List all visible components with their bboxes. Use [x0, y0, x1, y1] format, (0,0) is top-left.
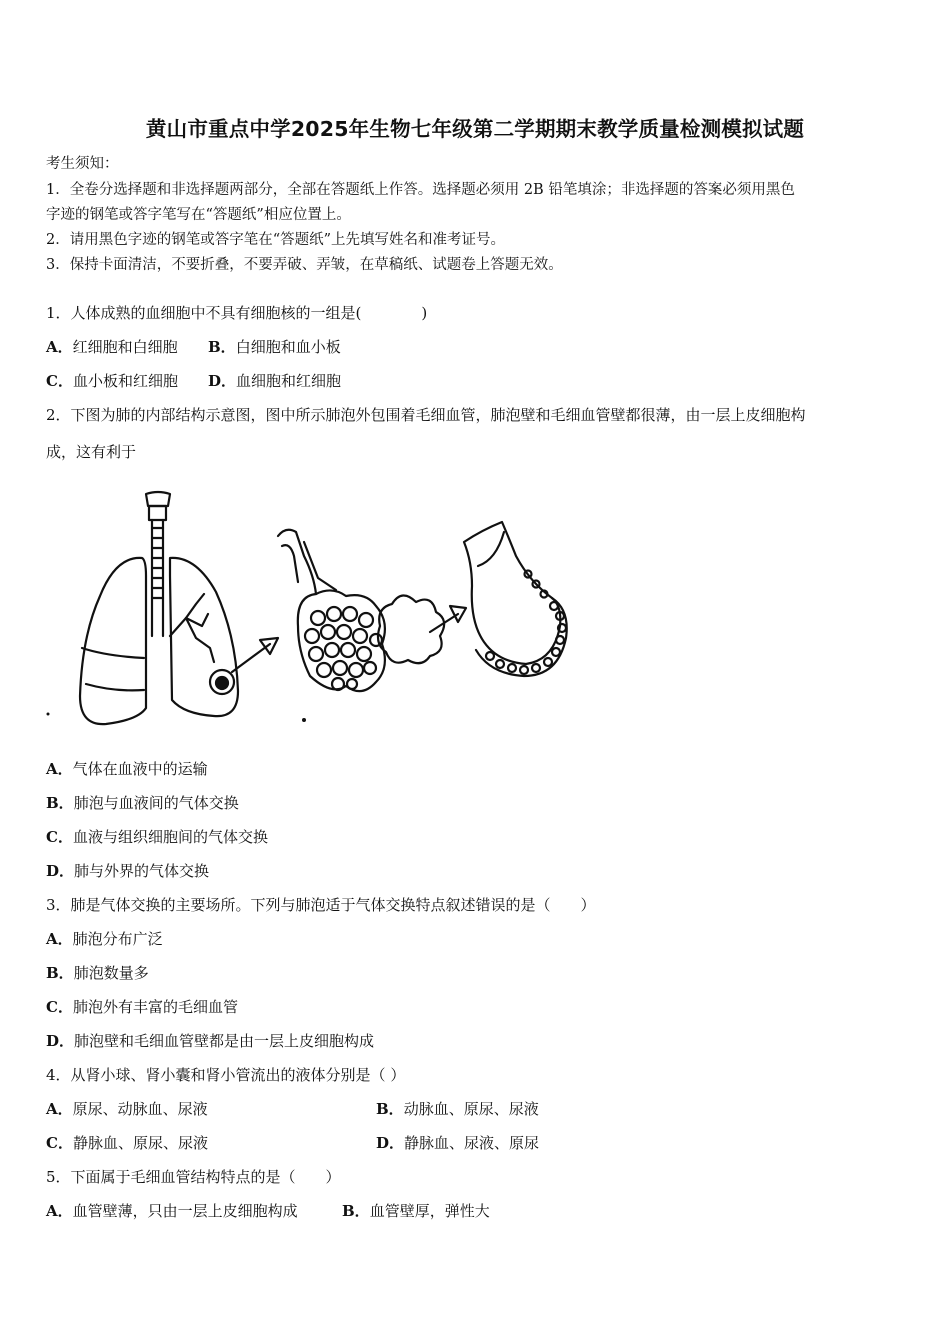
- question-5-option-a: A．血管壁薄，只由一层上皮细胞构成: [46, 1202, 298, 1220]
- question-4-option-b: B．动脉血、原尿、尿液: [376, 1100, 539, 1118]
- question-2-stem-cont: 成，这有利于: [46, 443, 137, 461]
- question-3-stem: 3．肺是气体交换的主要场所。下列与肺泡适于气体交换特点叙述错误的是（ ）: [46, 896, 596, 914]
- alveoli-cluster-icon: [298, 590, 385, 691]
- question-4-stem: 4．从肾小球、肾小囊和肾小管流出的液体分别是（ ）: [46, 1066, 406, 1084]
- trachea-icon: [146, 492, 170, 636]
- notice-item: 2．请用黑色字迹的钢笔或答字笔在“答题纸”上先填写姓名和准考证号。: [46, 232, 506, 248]
- question-1-stem: 1．人体成熟的血细胞中不具有细胞核的一组是( ): [46, 304, 428, 322]
- notice-heading: 考生须知：: [46, 156, 119, 172]
- question-4-option-d: D．静脉血、尿液、原尿: [376, 1134, 540, 1152]
- question-4-option-c: C．静脉血、原尿、尿液: [46, 1134, 208, 1152]
- question-2-option-b: B．肺泡与血液间的气体交换: [46, 794, 239, 812]
- exam-title: 黄山市重点中学2025年生物七年级第二学期期末教学质量检测模拟试题: [145, 117, 805, 141]
- question-3-option-d: D．肺泡壁和毛细血管壁都是由一层上皮细胞构成: [46, 1032, 375, 1050]
- question-3-option-b: B．肺泡数量多: [46, 964, 149, 982]
- lung-structure-diagram: [46, 486, 586, 736]
- notice-item: 字迹的钢笔或答字笔写在“答题纸”相应位置上。: [46, 207, 351, 223]
- question-2-stem: 2．下图为肺的内部结构示意图，图中所示肺泡外包围着毛细血管，肺泡壁和毛细血管壁都很薄，由一层上皮细胞构: [46, 406, 806, 424]
- question-3-option-c: C．肺泡外有丰富的毛细血管: [46, 998, 238, 1016]
- question-1-option-b: B．白细胞和血小板: [208, 338, 341, 356]
- question-3-option-a: A．肺泡分布广泛: [46, 930, 163, 948]
- question-1-option-d: D．血细胞和红细胞: [208, 372, 342, 390]
- notice-item: 1．全卷分选择题和非选择题两部分，全部在答题纸上作答。选择题必须用 2B 铅笔填涂；非选择题的答案必须用黑色: [46, 182, 795, 198]
- question-4-option-a: A．原尿、动脉血、尿液: [46, 1100, 208, 1118]
- question-1-option-a: A．红细胞和白细胞: [46, 338, 178, 356]
- question-5-stem: 5．下面属于毛细血管结构特点的是（ ）: [46, 1168, 341, 1186]
- question-2-option-a: A．气体在血液中的运输: [46, 760, 208, 778]
- left-lung-icon: [80, 558, 146, 724]
- question-5-option-b: B．血管壁厚，弹性大: [342, 1202, 490, 1220]
- question-2-option-c: C．血液与组织细胞间的气体交换: [46, 828, 268, 846]
- question-2-option-d: D．肺与外界的气体交换: [46, 862, 210, 880]
- notice-item: 3．保持卡面清洁，不要折叠，不要弄破、弄皱，在草稿纸、试题卷上答题无效。: [46, 257, 563, 273]
- question-1-option-c: C．血小板和红细胞: [46, 372, 178, 390]
